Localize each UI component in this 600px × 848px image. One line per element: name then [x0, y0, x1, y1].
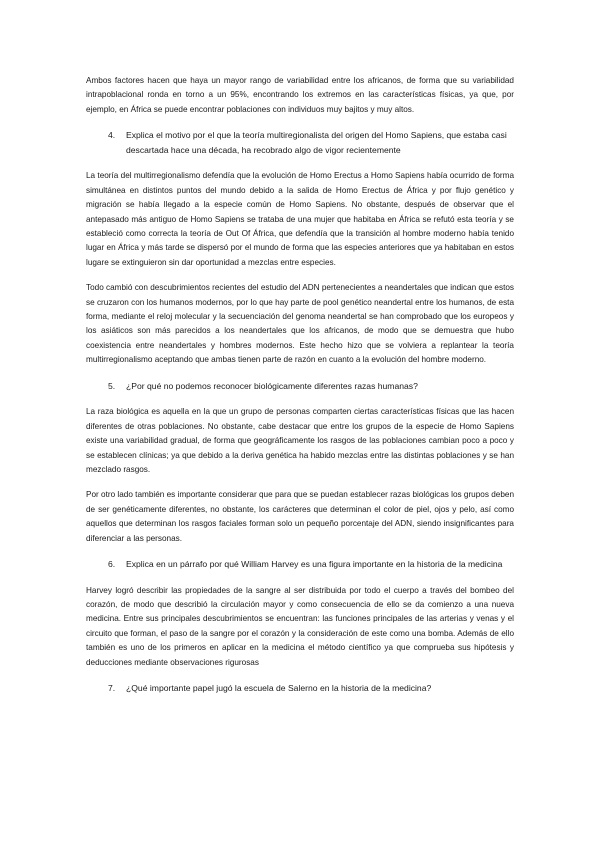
question-text: Explica en un párrafo por qué William Harvey es una figura importante en la historia de la medicina: [126, 558, 503, 569]
question-number: 7.: [108, 682, 116, 693]
question-number: 6.: [108, 558, 116, 569]
question-text: Explica el motivo por el que la teoría multiregionalista del origen del Homo Sapiens, que estaba casi descartada hace una década, ha recobrado algo de vigor recientemente: [126, 130, 507, 155]
paragraph: La teoría del multirregionalismo defendía que la evolución de Homo Erectus a Homo Sapiens había ocurrido de forma simultánea en distintos puntos del mundo debido a la salida de Homo Erectus de África y por flujo genético y migración se había llegado a la especie común de Homo Sapiens. No obstante, después de observar que el antepasado más antiguo de Homo Sapiens se trataba de una mujer que habitaba en África se refutó esta teoría y se estableció como correcta la teoría de Out Of África, que defendía que la transición al hombre moderno había tenido lugar en África y más tarde se dispersó por el mundo de forma que las especies anteriores que ya habitaban en estos lugare se extinguieron sin dar oportunidad a mezclas entre especies.: [86, 171, 514, 267]
question-7: [86, 681, 514, 696]
paragraph: La raza biológica es aquella en la que un grupo de personas comparten ciertas características físicas que las hacen diferentes de otras poblaciones. No obstante, cabe destacar que entre los grupos de la especie de Homo Sapiens existe una variabilidad gradual, de forma que geográficamente los rasgos de las poblaciones cambian poco a poco y se establecen clínicas; ya que debido a la deriva genética ha habido mezclas entre las distintas poblaciones y se han mezclado rasgos.: [86, 407, 514, 474]
question-6: [86, 557, 514, 572]
question-text: ¿Por qué no podemos reconocer biológicamente diferentes razas humanas?: [126, 380, 418, 391]
question-number: 5.: [108, 380, 116, 391]
question-5: [86, 379, 514, 394]
question-4: [86, 128, 514, 157]
paragraph: Harvey logró describir las propiedades de la sangre al ser distribuida por todo el cuerpo a través del bombeo del corazón, de modo que describió la circulación mayor y como consecuencia de ello se da comienzo a una nueva medicina. Entre sus principales descubrimientos se encuentran: las funciones principales de las arterias y venas y el circuito que forman, el paso de la sangre por el corazón y la consideración de este como una bomba. Además de ello también es uno de los primeros en aplicar en la medicina el método científico ya que comprueba sus hipótesis y deducciones mediante observaciones rigurosas: [86, 585, 514, 667]
paragraph: Ambos factores hacen que haya un mayor rango de variabilidad entre los africanos, de forma que su variabilidad intrapoblacional ronda en torno a un 95%, encontrando los extremos en las características físicas, ya que, por ejemplo, en África se puede encontrar poblaciones con individuos muy bajitos y muy altos.: [86, 76, 514, 114]
question-number: 4.: [108, 130, 116, 141]
question-text: ¿Qué importante papel jugó la escuela de Salerno en la historia de la medicina?: [126, 682, 432, 693]
document-page: [86, 74, 514, 708]
paragraph: Todo cambió con descubrimientos recientes del estudio del ADN pertenecientes a neandertales que indican que estos se cruzaron con los humanos modernos, por lo que hay parte de pool genético neandertal entre los humanos, de esta forma, mediante el reloj molecular y la secuenciación del genoma neandertal se han comprobado que los europeos y los asiáticos son más parecidos a los neandertales que los africanos, de modo que se demuestra que hubo coexistencia entre neandertales y hombres modernos. Este hecho hizo que se volviera a replantear la teoría multirregionalismo aceptando que ambas tienen parte de razón en cuanto a la evolución del hombre moderno.: [86, 283, 514, 365]
paragraph: Por otro lado también es importante considerar que para que se puedan establecer razas biológicas los grupos deben de ser genéticamente diferentes, no obstante, los carácteres que determinan el color de piel, ojos y pelo, así como aquellos que determinan los rasgos faciales forman solo un pequeño porcentaje del ADN, siendo insignificantes para diferenciar a las personas.: [86, 490, 514, 543]
